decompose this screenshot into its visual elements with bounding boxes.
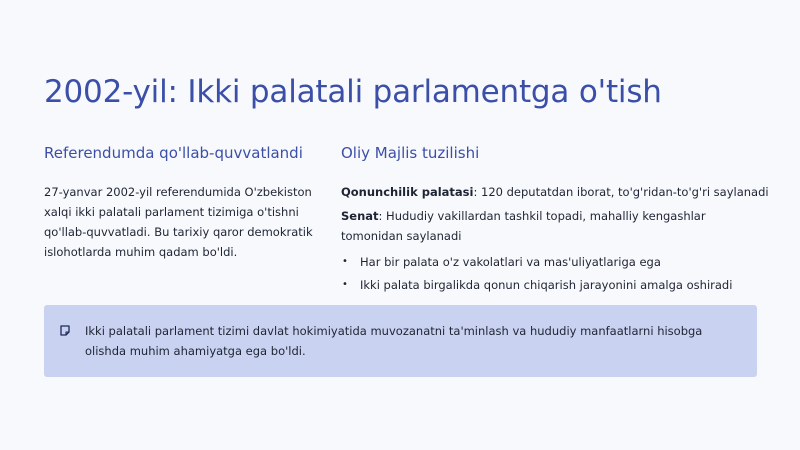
left-column — [44, 144, 314, 262]
definition-term: Senat — [341, 209, 379, 223]
definition-item — [341, 182, 771, 202]
left-paragraph: 27-yanvar 2002-yil referendumida O'zbekiston xalqi ikki palatali parlament tizimiga o'tishni qo'llab-quvvatladi. Bu tarixiy qaror demokratik islohotlarda muhim qadam bo'ldi. — [44, 185, 313, 259]
callout-text: Ikki palatali parlament tizimi davlat hokimiyatida muvozanatni ta'minlash va hududiy manfaatlarni hisobga olishda muhim ahamiyatga ega bo'ldi. — [85, 324, 703, 358]
bullet-icon: • — [342, 279, 348, 290]
bullet-text: Ikki palata birgalikda qonun chiqarish jarayonini amalga oshiradi — [360, 278, 733, 292]
bullet-text: Har bir palata o'z vakolatlari va mas'uliyatlariga ega — [360, 255, 661, 269]
bullet-item — [341, 252, 771, 272]
definition-text: : 120 deputatdan iborat, to'g'ridan-to'g'ri saylanadi — [473, 185, 769, 199]
definition-term: Qonunchilik palatasi — [341, 185, 474, 199]
note-icon — [60, 325, 70, 336]
slide-title: 2002-yil: Ikki palatali parlamentga o'tish — [44, 74, 662, 110]
bullet-icon: • — [342, 256, 348, 267]
right-heading: Oliy Majlis tuzilishi — [341, 144, 480, 162]
definition-item — [341, 206, 771, 246]
callout-box — [44, 305, 757, 377]
left-heading: Referendumda qo'llab-quvvatlandi — [44, 144, 303, 162]
definition-text: : Hududiy vakillardan tashkil topadi, mahalliy kengashlar tomonidan saylanadi — [341, 209, 706, 243]
right-column — [341, 144, 771, 298]
bullet-item — [341, 275, 771, 295]
